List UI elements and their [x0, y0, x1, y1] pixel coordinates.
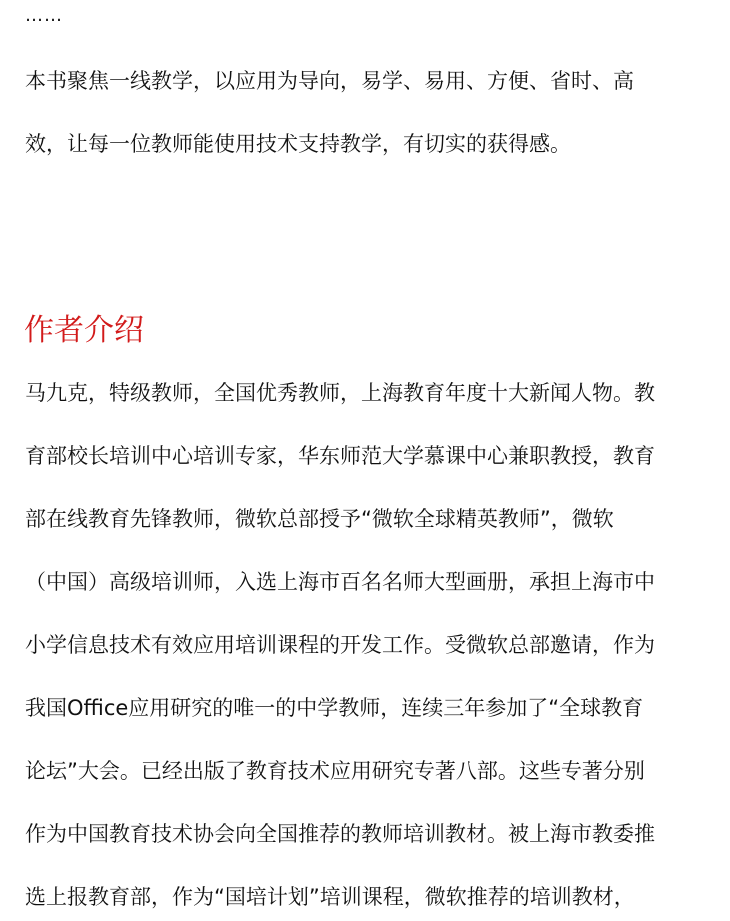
author-line-6: 我国Office应用研究的唯一的中学教师，连续三年参加了“全球教育	[25, 696, 644, 720]
intro-line-1: 本书聚焦一线教学，以应用为导向，易学、易用、方便、省时、高	[25, 69, 634, 93]
author-line-1: 马九克，特级教师，全国优秀教师，上海教育年度十大新闻人物。教	[25, 381, 655, 405]
author-line-8: 作为中国教育技术协会向全国推荐的教师培训教材。被上海市教委推	[25, 822, 655, 846]
author-line-4: （中国）高级培训师，入选上海市百名名师大型画册，承担上海市中	[25, 570, 655, 594]
author-line-3: 部在线教育先锋教师，微软总部授予“微软全球精英教师”，微软	[25, 507, 614, 531]
author-line-7: 论坛”大会。已经出版了教育技术应用研究专著八部。这些专著分别	[25, 759, 645, 783]
author-line-9: 选上报教育部，作为“国培计划”培训课程，微软推荐的培训教材，	[25, 885, 635, 909]
continuation-ellipsis: ……	[25, 5, 63, 26]
author-section-heading: 作者介绍	[24, 313, 144, 348]
author-line-2: 育部校长培训中心培训专家，华东师范大学慕课中心兼职教授，教育	[25, 444, 655, 468]
intro-line-2: 效，让每一位教师能使用技术支持教学，有切实的获得感。	[25, 132, 571, 156]
author-line-5: 小学信息技术有效应用培训课程的开发工作。受微软总部邀请，作为	[25, 633, 655, 657]
